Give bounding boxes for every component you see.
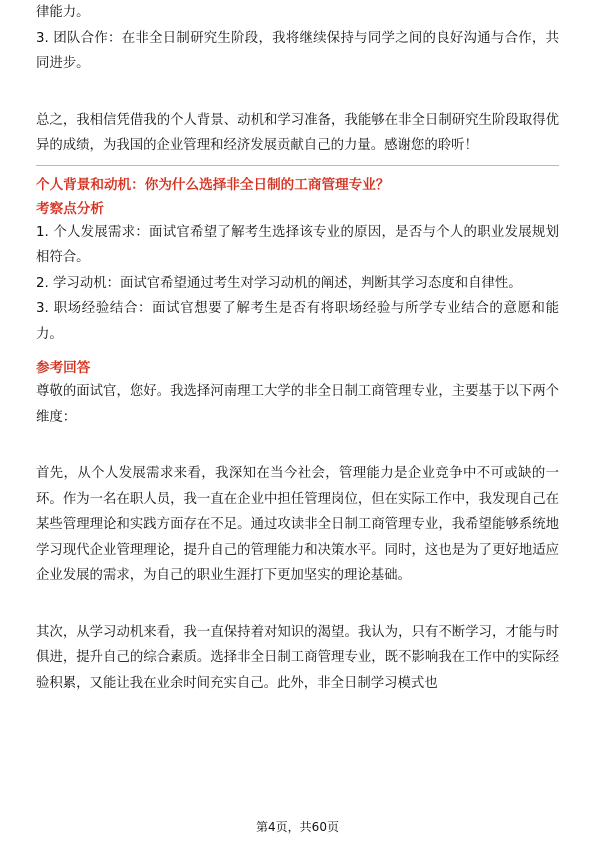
question-title: 个人背景和动机：你为什么选择非全日制的工商管理专业？: [36, 176, 390, 193]
spacer: [36, 430, 559, 455]
section-divider: [36, 165, 559, 166]
paragraph-continuation: 律能力。: [36, 5, 90, 20]
analysis-point-3: 3. 职场经验结合：面试官想要了解考生是否有将职场经验与所学专业结合的意愿和能力。: [36, 301, 559, 342]
document-page: [36, 0, 559, 696]
spacer: [36, 589, 559, 614]
analysis-heading: 考察点分析: [36, 200, 104, 217]
answer-paragraph-2: 其次，从学习动机来看，我一直保持着对知识的渴望。我认为，只有不断学习，才能与时俱进，提升自己的综合素质。选择非全日制工商管理专业，既不影响我在工作中的实际经验积累，又能让我在业余时间充实自己。此外，非全日制学习模式也: [36, 624, 559, 691]
summary-paragraph: 总之，我相信凭借我的个人背景、动机和学习准备，我能够在非全日制研究生阶段取得优异的成绩，为我国的企业管理和经济发展贡献自己的力量。感谢您的聆听！: [36, 112, 559, 153]
spacer: [36, 77, 559, 102]
analysis-point-2: 2. 学习动机：面试官希望通过考生对学习动机的阐述，判断其学习态度和自律性。: [36, 275, 522, 291]
answer-intro: 尊敬的面试官，您好。我选择河南理工大学的非全日制工商管理专业，主要基于以下两个维度：: [36, 384, 559, 425]
page-number: 第4页，共60页: [256, 820, 339, 834]
analysis-points: [36, 220, 559, 348]
list-item-teamwork: 3. 团队合作：在非全日制研究生阶段，我将继续保持与同学之间的良好沟通与合作，共同进步。: [36, 30, 559, 71]
analysis-point-1: 1. 个人发展需求：面试官希望了解考生选择该专业的原因，是否与个人的职业发展规划相符合。: [36, 224, 559, 265]
answer-heading: 参考回答: [36, 360, 91, 376]
answer-paragraph-1: 首先，从个人发展需求来看，我深知在当今社会，管理能力是企业竞争中不可或缺的一环。作为一名在职人员，我一直在企业中担任管理岗位，但在实际工作中，我发现自己在某些管理理论和实践方面存在不足。通过攻读非全日制工商管理专业，我希望能够系统地学习现代企业管理理论，提升自己的管理能力和决策水平。同时，这也是为了更好地适应企业发展的需求，为自己的职业生涯打下更加坚实的理论基础。: [36, 466, 559, 583]
